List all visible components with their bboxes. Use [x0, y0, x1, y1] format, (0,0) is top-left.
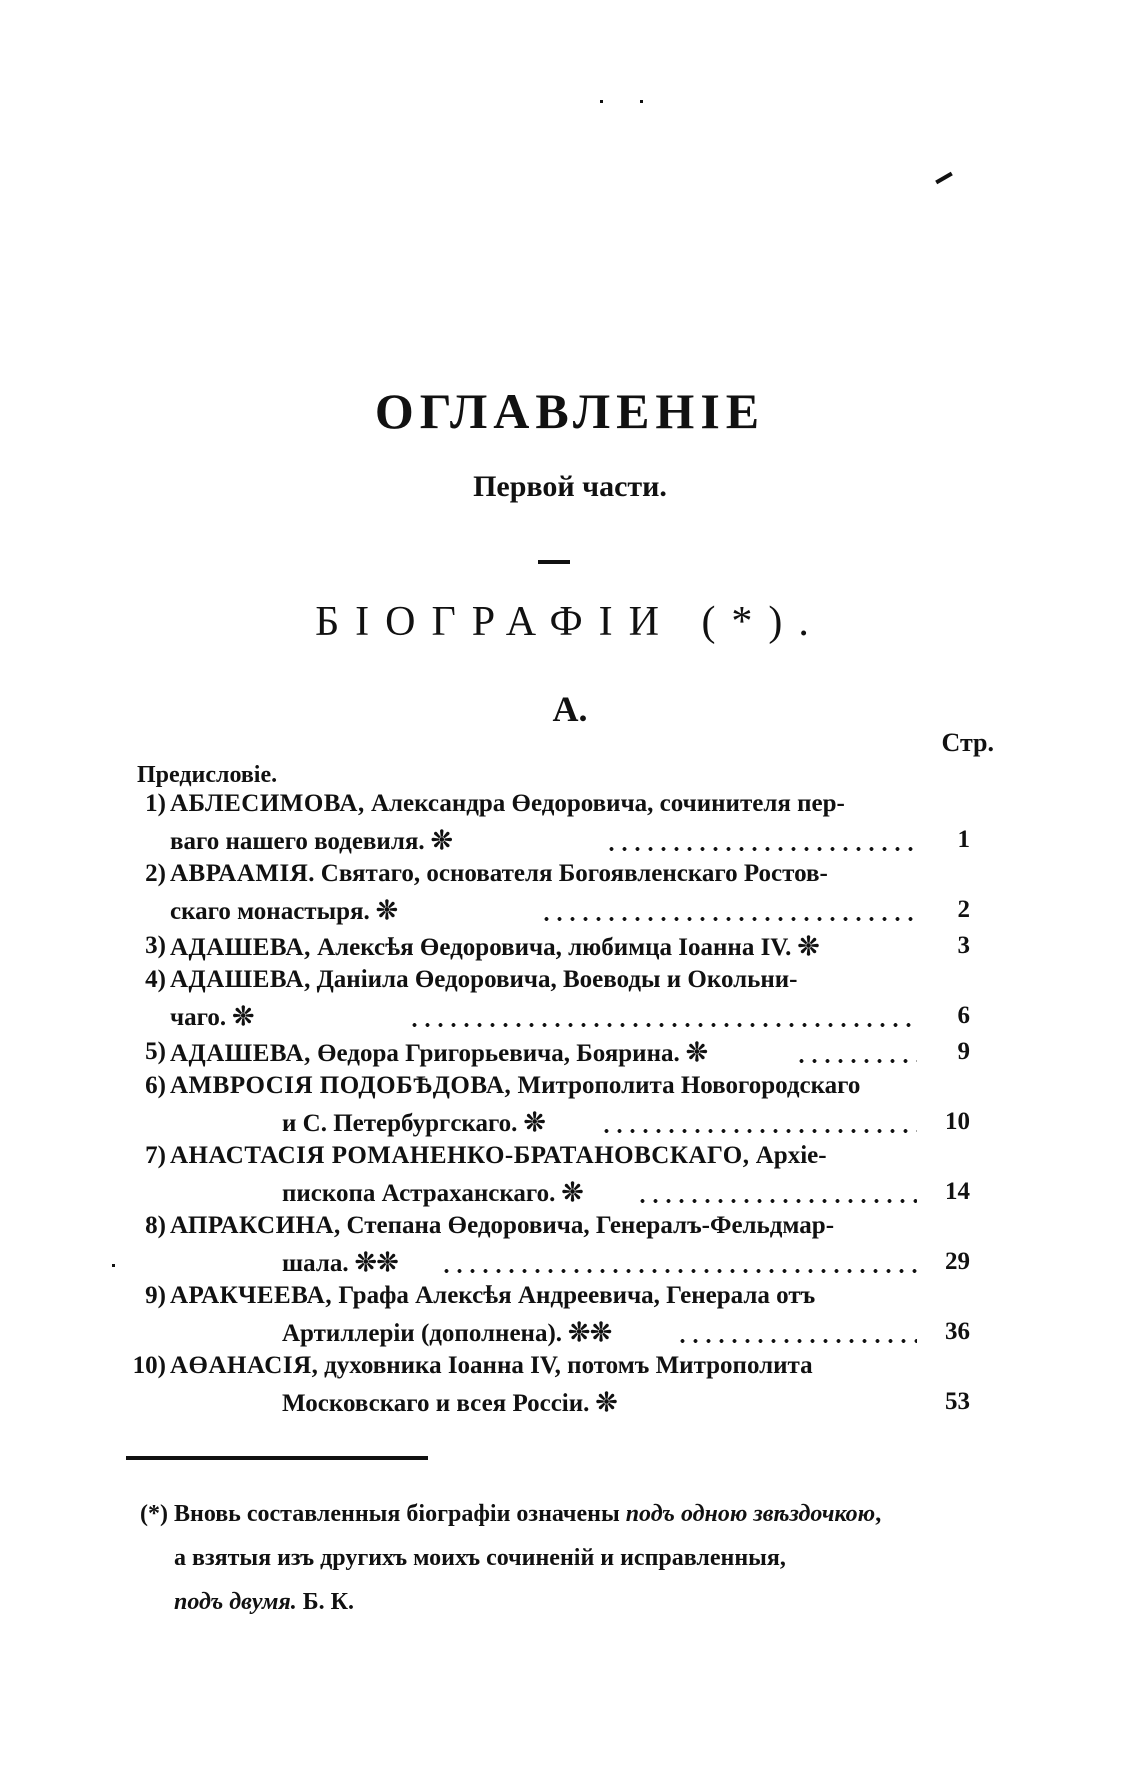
entry-number: 6) — [145, 1072, 166, 1099]
asterisk-icon: ❊ — [232, 1002, 255, 1031]
asterisk-icon: ❊ — [595, 1388, 618, 1417]
dot-leader — [605, 846, 917, 852]
entry-page-number: 10 — [945, 1108, 970, 1135]
entry-name: АМВРОСІЯ ПОДОБѢДОВА, — [170, 1072, 512, 1099]
entry-continuation: и С. Петербургскаго. — [282, 1110, 518, 1137]
dot-leader — [676, 1338, 917, 1344]
entry-continuation: чаго. — [170, 1004, 227, 1031]
entry-continuation: пископа Астраханскаго. — [282, 1180, 556, 1207]
entry-page-number: 9 — [957, 1038, 970, 1065]
asterisk-icon: ❊ — [686, 1038, 708, 1067]
entry-number: 2) — [145, 860, 166, 887]
scan-speck — [935, 172, 953, 184]
footnote-emphasis: подъ двумя. — [174, 1589, 297, 1615]
entry-name: АВРААМІЯ — [170, 860, 309, 887]
entry-number: 8) — [145, 1212, 166, 1239]
entry-name: АӨАНАСІЯ — [170, 1352, 312, 1379]
preface-entry: Предисловіе. — [137, 762, 278, 788]
entry-page-number: 36 — [945, 1318, 970, 1345]
scan-speck — [112, 1264, 115, 1267]
asterisk-icon: ❊ — [376, 896, 398, 925]
scan-speck — [600, 100, 603, 103]
title-divider — [538, 560, 570, 564]
entry-name: АДАШЕВА — [170, 966, 305, 993]
footnote-emphasis: подъ одною звѣздочкою — [625, 1501, 876, 1527]
footnote-text: а взятыя изъ другихъ моихъ сочиненій и исправленныя, — [174, 1545, 786, 1571]
footnote-text: Вновь составленныя біографіи означены — [167, 1501, 626, 1527]
entry-description: Митрополита Новогородскаго — [511, 1072, 861, 1099]
footnote-text: , — [875, 1501, 882, 1527]
entry-description: , духовника Іоанна IV, потомъ Митрополита — [311, 1352, 813, 1379]
section-heading: БІОГРАФІИ (*). — [315, 599, 825, 645]
footnote-divider — [126, 1456, 428, 1460]
entry-number: 10) — [132, 1352, 166, 1379]
asterisk-icon: ❊ — [523, 1108, 546, 1137]
entry-page-number: 6 — [957, 1002, 970, 1029]
entry-description: , Степана Өедоровича, Генералъ-Фельдмар- — [334, 1212, 835, 1239]
entry-description: Графа Алексѣя Андреевича, Генерала отъ — [332, 1282, 816, 1309]
entry-page-number: 14 — [945, 1178, 970, 1205]
asterisk-icon: ❊❊ — [354, 1248, 399, 1277]
entry-name: АПРАКСИНА — [170, 1212, 335, 1239]
dot-leader — [636, 1198, 917, 1204]
entry-name: АДАШЕВА, — [170, 1040, 311, 1067]
footnote-signature: Б. К. — [296, 1589, 355, 1615]
footnote-mark: (*) — [140, 1501, 168, 1527]
asterisk-icon: ❊ — [797, 932, 820, 961]
asterisk-icon: ❊ — [561, 1178, 584, 1207]
entry-description: Александра Өедоровича, сочинителя пер- — [364, 790, 845, 817]
dot-leader — [540, 916, 917, 922]
entry-number: 4) — [145, 966, 166, 993]
entry-name: АДАШЕВА, — [170, 934, 311, 961]
entry-page-number: 29 — [945, 1248, 970, 1275]
entry-description: Өедора Григорьевича, Боярина. — [310, 1040, 680, 1067]
entry-continuation: шала. — [282, 1250, 349, 1277]
page-subtitle: Первой части. — [473, 470, 667, 503]
entry-description: Алексѣя Өедоровича, любимца Іоанна IV. — [310, 934, 792, 961]
asterisk-icon: ❊ — [430, 826, 453, 855]
entry-page-number: 2 — [957, 896, 970, 923]
entry-continuation: скаго монастыря. — [170, 898, 370, 925]
dot-leader — [440, 1268, 917, 1274]
entry-number: 9) — [145, 1282, 166, 1309]
entry-number: 5) — [145, 1038, 166, 1065]
entry-page-number: 3 — [957, 932, 970, 959]
entry-description: Архіе- — [749, 1142, 827, 1169]
entry-continuation: ваго нашего водевиля. — [170, 828, 425, 855]
entry-description: , Даніила Өедоровича, Воеводы и Окольни- — [304, 966, 798, 993]
dot-leader — [795, 1058, 917, 1064]
entry-name: АБЛЕСИМОВА, — [170, 790, 365, 817]
entry-page-number: 53 — [945, 1388, 970, 1415]
entry-name: АРАКЧЕЕВА, — [170, 1282, 333, 1309]
entry-number: 3) — [145, 932, 166, 959]
entry-number: 1) — [145, 790, 166, 817]
entry-name: АНАСТАСІЯ РОМАНЕНКО-БРАТАНОВСКАГО, — [170, 1142, 750, 1169]
alphabet-letter-heading: А. — [552, 689, 588, 729]
entry-continuation: Московскаго и всея Россіи. — [282, 1390, 590, 1417]
entry-number: 7) — [145, 1142, 166, 1169]
scan-speck — [640, 100, 643, 103]
page-title: ОГЛАВЛЕНІЕ — [374, 383, 766, 439]
page-column-label: Стр. — [941, 728, 994, 757]
dot-leader — [408, 1022, 917, 1028]
asterisk-icon: ❊❊ — [568, 1318, 612, 1347]
entry-page-number: 1 — [957, 826, 970, 853]
entry-description: . Святаго, основателя Богоявленскаго Ростов- — [308, 860, 828, 887]
entry-continuation: Артиллеріи (дополнена). — [282, 1320, 563, 1347]
dot-leader — [600, 1128, 917, 1134]
